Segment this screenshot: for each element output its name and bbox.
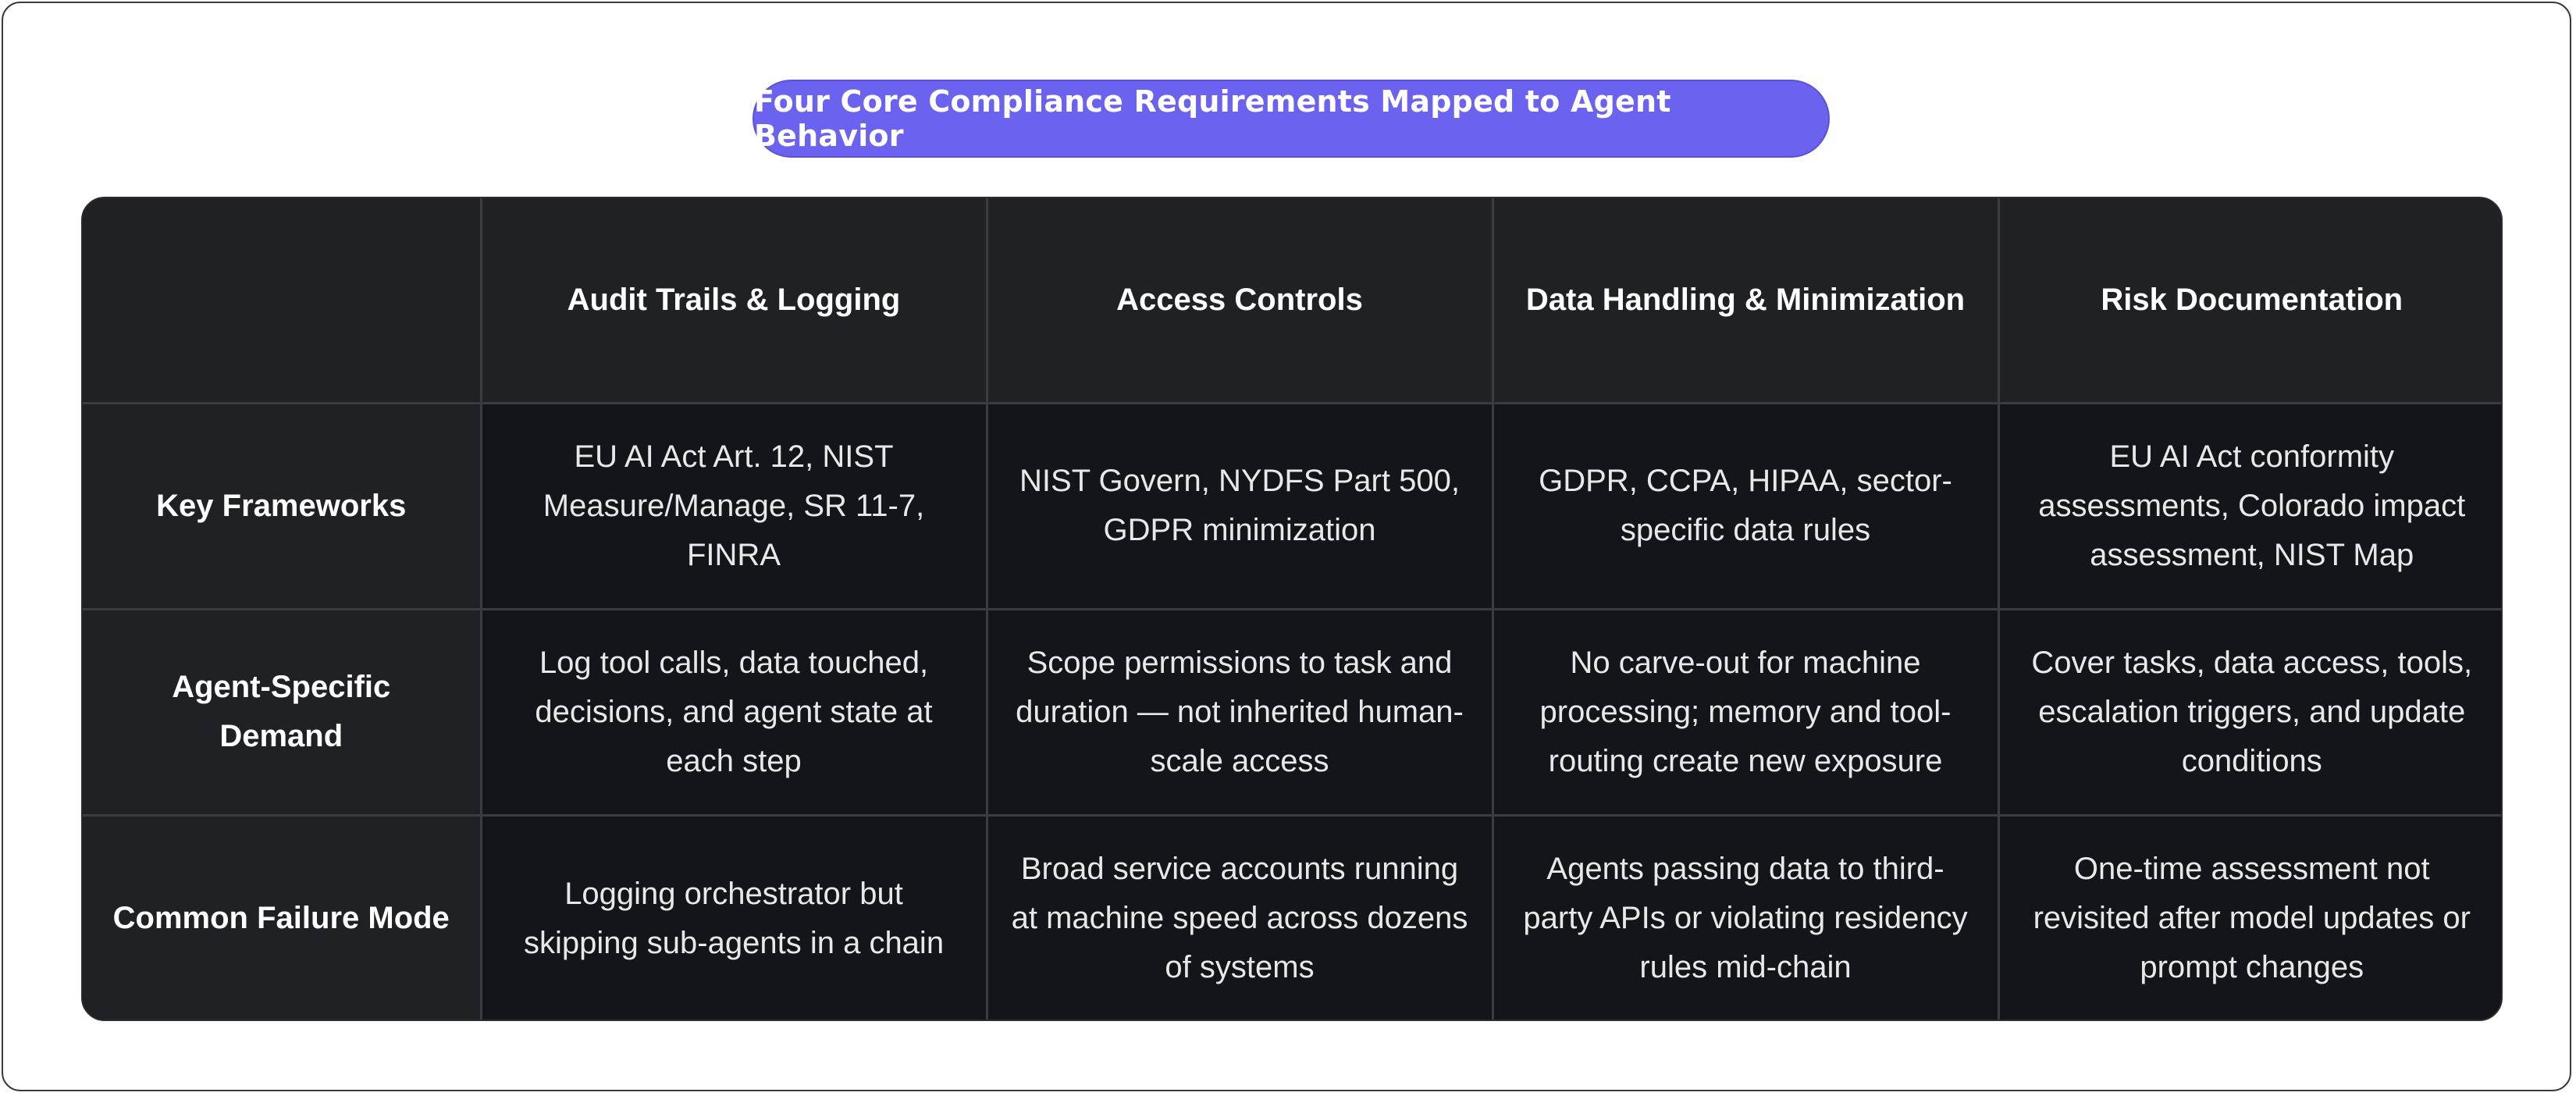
- table-row-common-failure-mode: [83, 815, 2503, 1021]
- table-cell: EU AI Act conformity assessments, Colorado impact assessment, NIST Map: [1998, 403, 2503, 609]
- table-cell: Logging orchestrator but skipping sub-agents in a chain: [481, 815, 987, 1021]
- table-row-key-frameworks: [83, 403, 2503, 609]
- table-cell: One-time assessment not revisited after model updates or prompt changes: [1998, 815, 2503, 1021]
- column-header-access-controls: Access Controls: [987, 198, 1493, 403]
- table-corner-cell: [83, 198, 481, 403]
- compliance-table-grid: [83, 198, 2503, 1021]
- table-cell: EU AI Act Art. 12, NIST Measure/Manage, SR 11-7, FINRA: [481, 403, 987, 609]
- table-cell: NIST Govern, NYDFS Part 500, GDPR minimization: [987, 403, 1493, 609]
- page-title: Four Core Compliance Requirements Mapped to Agent Behavior: [753, 80, 1830, 158]
- row-header-key-frameworks: Key Frameworks: [83, 403, 481, 609]
- compliance-table: [81, 197, 2503, 1021]
- column-header-audit-trails: Audit Trails & Logging: [481, 198, 987, 403]
- row-header-common-failure-mode: Common Failure Mode: [83, 815, 481, 1021]
- table-row-agent-specific-demand: [83, 609, 2503, 815]
- table-cell: Cover tasks, data access, tools, escalation triggers, and update conditions: [1998, 609, 2503, 815]
- table-header-row: [83, 198, 2503, 403]
- table-cell: Broad service accounts running at machine speed across dozens of systems: [987, 815, 1493, 1021]
- row-header-agent-specific-demand: Agent-Specific Demand: [83, 609, 481, 815]
- table-cell: GDPR, CCPA, HIPAA, sector-specific data rules: [1493, 403, 1998, 609]
- table-cell: Log tool calls, data touched, decisions, and agent state at each step: [481, 609, 987, 815]
- table-cell: Agents passing data to third-party APIs or violating residency rules mid-chain: [1493, 815, 1998, 1021]
- column-header-risk-documentation: Risk Documentation: [1998, 198, 2503, 403]
- table-cell: No carve-out for machine processing; memory and tool-routing create new exposure: [1493, 609, 1998, 815]
- page-frame: [2, 2, 2571, 1091]
- table-cell: Scope permissions to task and duration — not inherited human-scale access: [987, 609, 1493, 815]
- column-header-data-handling: Data Handling & Minimization: [1493, 198, 1998, 403]
